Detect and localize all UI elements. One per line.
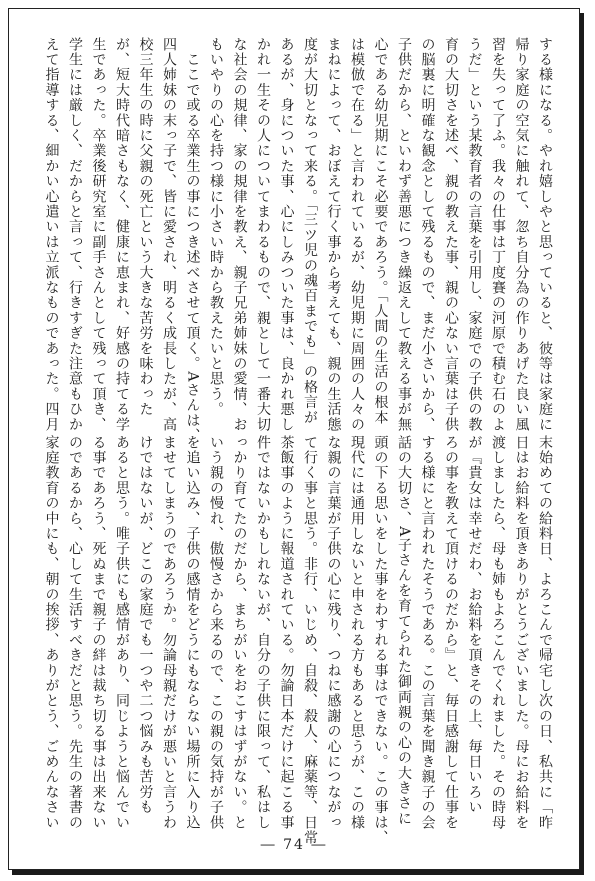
text-line: うだ」という某教育者の言葉を引用し、家庭での子供の教 (466, 37, 483, 433)
text-line: ませてしまうのであろうか。勿論母親だけが悪いと言うわ (161, 435, 177, 831)
text-line: 子供だから、といわず善悪につき繰返えして教える事が無 (396, 37, 412, 433)
text-line: ここで或る卒業生の事につき述べさせて頂く。Aさんは、 (184, 37, 201, 444)
text-line: が『貴女は幸せだわ、お給料を頂きその上、毎日いろい (466, 435, 483, 815)
text-line: っかり育てたのだから、まちがいをおこすはずがない。と (231, 435, 248, 831)
text-line: ろの事を教えて頂けるのだから』と、毎日感謝して仕事を (443, 435, 459, 831)
text-line: な親の言葉が子供の心に残り、つねに感謝の心につながっ (325, 435, 342, 831)
text-line: 件ではないかもしれないが、自分の子供に限って、私はし (255, 435, 271, 831)
text-line: る事であろう、死ぬまで親子の絆は裁ち切る事は出来ない (90, 435, 107, 831)
text-line: 話の大切さ、A子さんを育てられた御両親の心の大きさに (396, 435, 412, 827)
text-line: 末始めての給料日、よろこんで帰宅し次の日、私共に「昨 (537, 435, 553, 831)
text-line: 四人姉妹の末っ子で、皆に愛され、明るく成長したが、高 (161, 37, 177, 433)
upper-text-block (43, 37, 556, 444)
text-line: えて指導する、細かい心遣いは立派なものであった。四月 (43, 37, 60, 433)
text-line: 生であった。卒業後研究室に副手さんとして残って頂き、 (90, 37, 107, 433)
document-page (8, 8, 580, 870)
text-line: する様にと言われたそうである。この言葉を聞き親子の会 (419, 435, 436, 831)
text-line: を追い込み、子供の感情をどうにもならない場所に入り込 (184, 435, 201, 831)
text-line: は模倣で在る」と言われているが、幼児期に周囲の人々の (349, 37, 365, 433)
text-line: あると思う。唯子供にも感情があり、同じようと悩んでい (114, 435, 130, 831)
text-line: かれ一生その人についてまわるもので、親として一番大切 (255, 37, 271, 433)
text-line: のであるから、心して生活すべきだと思う。先生の著書の (67, 435, 83, 831)
text-line: 渡しましたら、母も姉もよろこんでくれました。その時母 (490, 435, 506, 831)
text-line: の脳裏に明確な観念として残るもので、まだ小さいから、 (419, 37, 436, 433)
text-line: 家庭教育の中にも、朝の挨拶、ありがとう、ごめんなさい (43, 435, 60, 831)
text-line: 習を失って了ふ。我々の仕事は丁度賽の河原で積む石のよ (490, 37, 506, 433)
text-line: もいやりの心を持つ様に小さい時から教えたいと思う。 (208, 37, 224, 417)
text-line: 日はお給料を頂きありがとうございました。母にお給料を (513, 435, 530, 831)
text-line: 帰り家庭の空気に触れて、忽ち自分為の作りあげた良い風 (513, 37, 530, 433)
text-line: て行く事と思う。非行、いじめ、自殺、殺人、麻薬等、日常 (302, 435, 318, 846)
page-number: ― 74 ― (260, 837, 328, 853)
text-line: 度が大切となって来る。「三ツ児の魂百までも」の格言が (302, 37, 318, 426)
text-line: 現代には通用しないと申される方もあると思うが、この様 (349, 435, 365, 831)
text-line: な社会の規律、家の規律を教え、親子兄弟姉妹の愛情、お (231, 37, 248, 433)
text-line: まねによって、おぼえて行く事から考えても、親の生活態 (325, 37, 342, 433)
text-line: 学生には厳しく、だからと言って、行きすぎた注意もひか (67, 37, 83, 433)
text-line: 茶飯事のように報道されている。勿論日本だけに起こる事 (278, 435, 295, 831)
text-line: 頭の下る思いをした事をわすれる事はできない。この事は、 (372, 435, 389, 846)
text-line: あるが、身についた事、心にしみついた事は、良かれ悪し (278, 37, 295, 433)
text-line: 心である幼児期にこそ必要であろう。「人間の生活の根本 (372, 37, 389, 426)
text-line: が、短大時代暗さもなく、健康に恵まれ、好感の持てる学 (114, 37, 130, 433)
text-line: 育の大切さを述べ、親の教えた事、親の心ない言葉は子供 (443, 37, 459, 433)
text-line: 校三年生の時に父親の死亡という大きな苦労を味わった (137, 37, 154, 417)
text-line: いう親の慢れ、傲慢さから来るので、この親の気持が子供 (208, 435, 224, 831)
text-line: けではないが、どこの家庭でも一つや二つ悩みも苦労も (137, 435, 154, 815)
text-line: する様になる。やれ嬉しやと思っていると、彼等は家庭に (537, 37, 553, 433)
